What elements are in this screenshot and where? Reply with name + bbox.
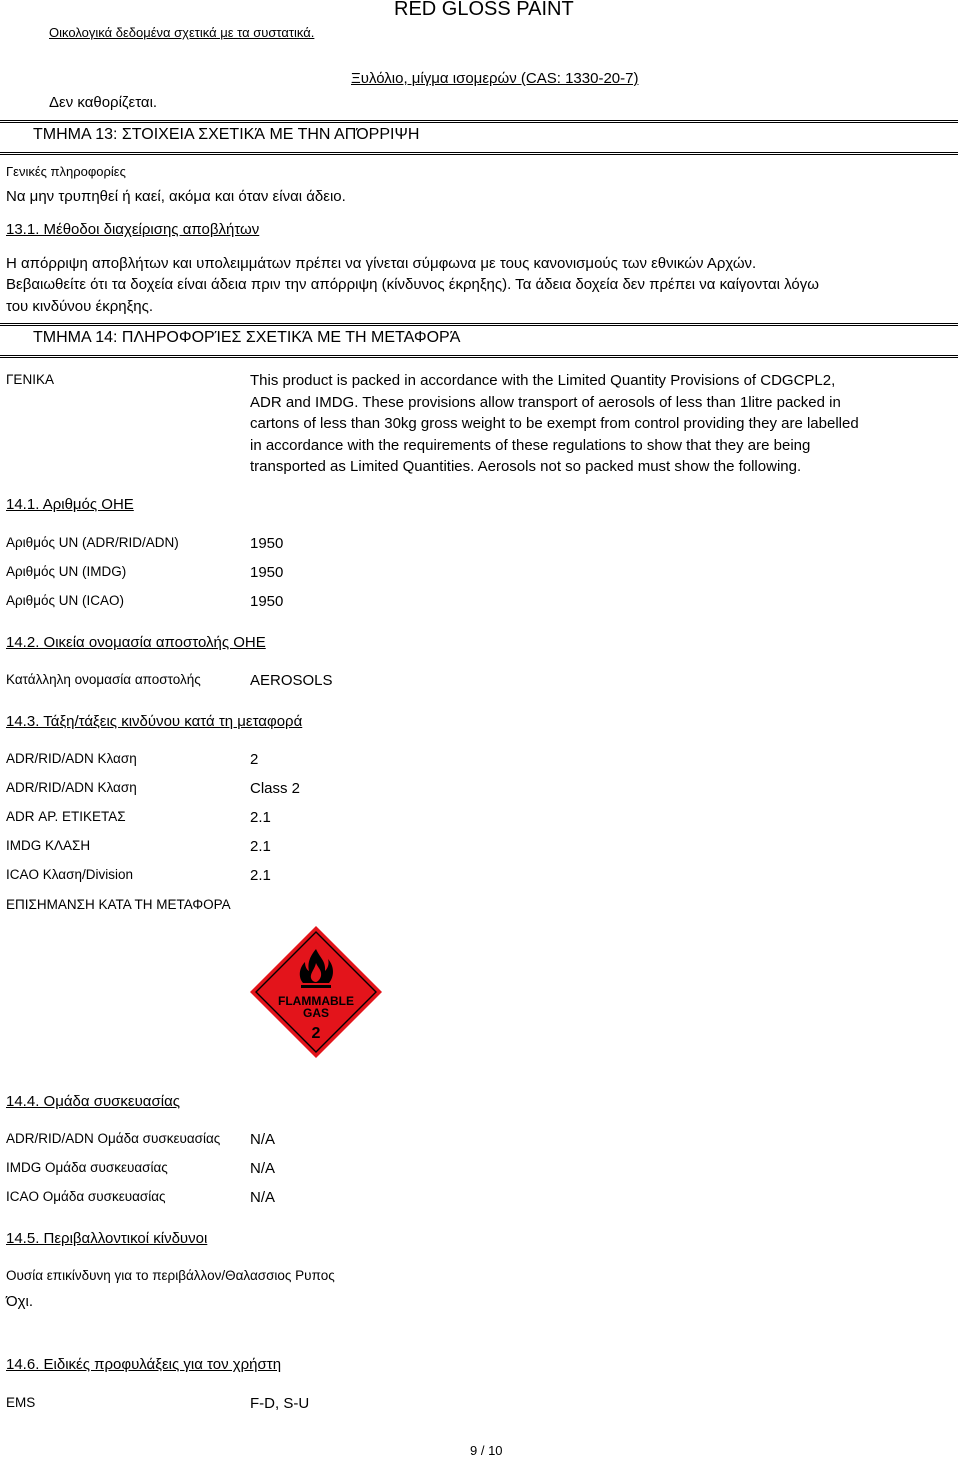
subsection-14-2-title: 14.2. Οικεία ονομασία αποστολής ΟΗΕ [6,634,266,651]
un-number-label: Αριθμός UN (ICAO) [6,593,124,608]
env-hazard-label: Ουσία επικίνδυνη για το περιβάλλον/Θαλασσιος Ρυπος [6,1268,335,1283]
ems-value: F-D, S-U [250,1395,310,1412]
general-info-label: Γενικές πληροφορίες [6,164,126,179]
hazard-class-value: Class 2 [250,780,301,797]
section-13-title: ΤΜΗΜΑ 13: ΣΤΟΙΧΕΙΑ ΣΧΕΤΙΚΆ ΜΕ ΤΗΝ ΑΠΌΡΡΙΨΗ [33,126,420,143]
hazard-class-label: ADR/RID/ADN Κλαση [6,751,137,766]
general-info-text: Να μην τρυπηθεί ή καεί, ακόμα και όταν είναι άδειο. [6,188,346,205]
packing-group-label: ADR/RID/ADN Ομάδα συσκευασίας [6,1131,221,1146]
transport-labelling-label: ΕΠΙΣΗΜΑΝΣΗ ΚΑΤΑ ΤΗ ΜΕΤΑΦΟΡΑ [6,897,231,912]
hazard-class-label: ADR ΑΡ. ΕΤΙΚΕΤΑΣ [6,809,126,824]
subsection-14-5-title: 14.5. Περιβαλλοντικοί κίνδυνοι [6,1230,208,1247]
general-label: ΓΕΝΙΚΑ [6,372,54,387]
disposal-line-3: του κινδύνου έκρηξης. [6,298,154,315]
hazard-class-label: IMDG ΚΛΑΣΗ [6,838,91,853]
product-title: RED GLOSS PAINT [394,0,574,20]
disposal-line-1: Η απόρριψη αποβλήτων και υπολειμμάτων πρέπει να γίνεται σύμφωνα με τους κανονισμούς των εθνικών Αρχών. [6,255,757,272]
section-13-bottom-rule [0,152,958,155]
section-13-top-rule [0,120,958,123]
pictogram-line-2: GAS [302,1006,330,1020]
un-number-value: 1950 [250,593,284,610]
general-text-line: cartons of less than 30kg gross weight to be exempt from control providing they are labelled [250,415,859,432]
subsection-14-1-title: 14.1. Αριθμός ΟΗΕ [6,496,134,513]
shipping-name-value: AEROSOLS [250,672,333,689]
disposal-line-2: Βεβαιωθείτε ότι τα δοχεία είναι άδεια πριν την απόρριψη (κίνδυνος έκρηξης). Τα άδεια δοχεία δεν πρέπει να καίγονται λόγω [6,276,819,293]
un-number-value: 1950 [250,535,284,552]
hazard-class-value: 2.1 [250,838,271,855]
general-text-line: transported as Limited Quantities. Aerosols not so packed must show the following. [250,458,802,475]
hazard-class-value: 2 [250,751,259,768]
packing-group-value: N/A [250,1189,276,1206]
not-determined-text: Δεν καθορίζεται. [49,94,158,111]
general-text-line: ADR and IMDG. These provisions allow transport of aerosols of less than 1litre packed in [250,394,841,411]
packing-group-value: N/A [250,1131,276,1148]
un-number-label: Αριθμός UN (IMDG) [6,564,127,579]
packing-group-label: IMDG Ομάδα συσκευασίας [6,1160,168,1175]
pictogram-class-number: 2 [311,1025,321,1042]
substance-name: Ξυλόλιο, μίγμα ισομερών (CAS: 1330-20-7) [351,70,639,87]
packing-group-label: ICAO Ομάδα συσκευασίας [6,1189,166,1204]
pictogram-line-1: FLAMMABLE [278,994,354,1008]
general-text-line: This product is packed in accordance with the Limited Quantity Provisions of CDGCPL2, [250,372,836,389]
flammable-gas-diamond-icon [249,925,383,1059]
section-14-top-rule [0,323,958,326]
hazard-class-value: 2.1 [250,809,271,826]
ecological-data-link[interactable]: Οικολογικά δεδομένα σχετικά με τα συστατικά. [49,25,315,40]
hazard-class-label: ADR/RID/ADN Κλαση [6,780,137,795]
env-hazard-value: Όχι. [6,1293,33,1310]
general-text-line: in accordance with the requirements of these regulations to show that they are being [250,437,811,454]
section-14-title: ΤΜΗΜΑ 14: ΠΛΗΡΟΦΟΡΊΕΣ ΣΧΕΤΙΚΆ ΜΕ ΤΗ ΜΕΤΑΦΟΡΆ [33,329,461,346]
page-number: 9 / 10 [470,1443,503,1458]
section-14-bottom-rule [0,355,958,358]
hazard-class-label: ICAO Κλαση/Division [6,867,133,882]
un-number-label: Αριθμός UN (ADR/RID/ADN) [6,535,179,550]
subsection-14-6-title: 14.6. Ειδικές προφυλάξεις για τον χρήστη [6,1356,282,1373]
hazard-class-value: 2.1 [250,867,271,884]
packing-group-value: N/A [250,1160,276,1177]
ems-label: EMS [6,1395,36,1410]
subsection-13-1-title: 13.1. Μέθοδοι διαχείρισης αποβλήτων [6,221,260,238]
shipping-name-label: Κατάλληλη ονομασία αποστολής [6,672,201,687]
subsection-14-4-title: 14.4. Ομάδα συσκευασίας [6,1093,180,1110]
un-number-value: 1950 [250,564,284,581]
subsection-14-3-title: 14.3. Τάξη/τάξεις κινδύνου κατά τη μεταφορά [6,713,303,730]
